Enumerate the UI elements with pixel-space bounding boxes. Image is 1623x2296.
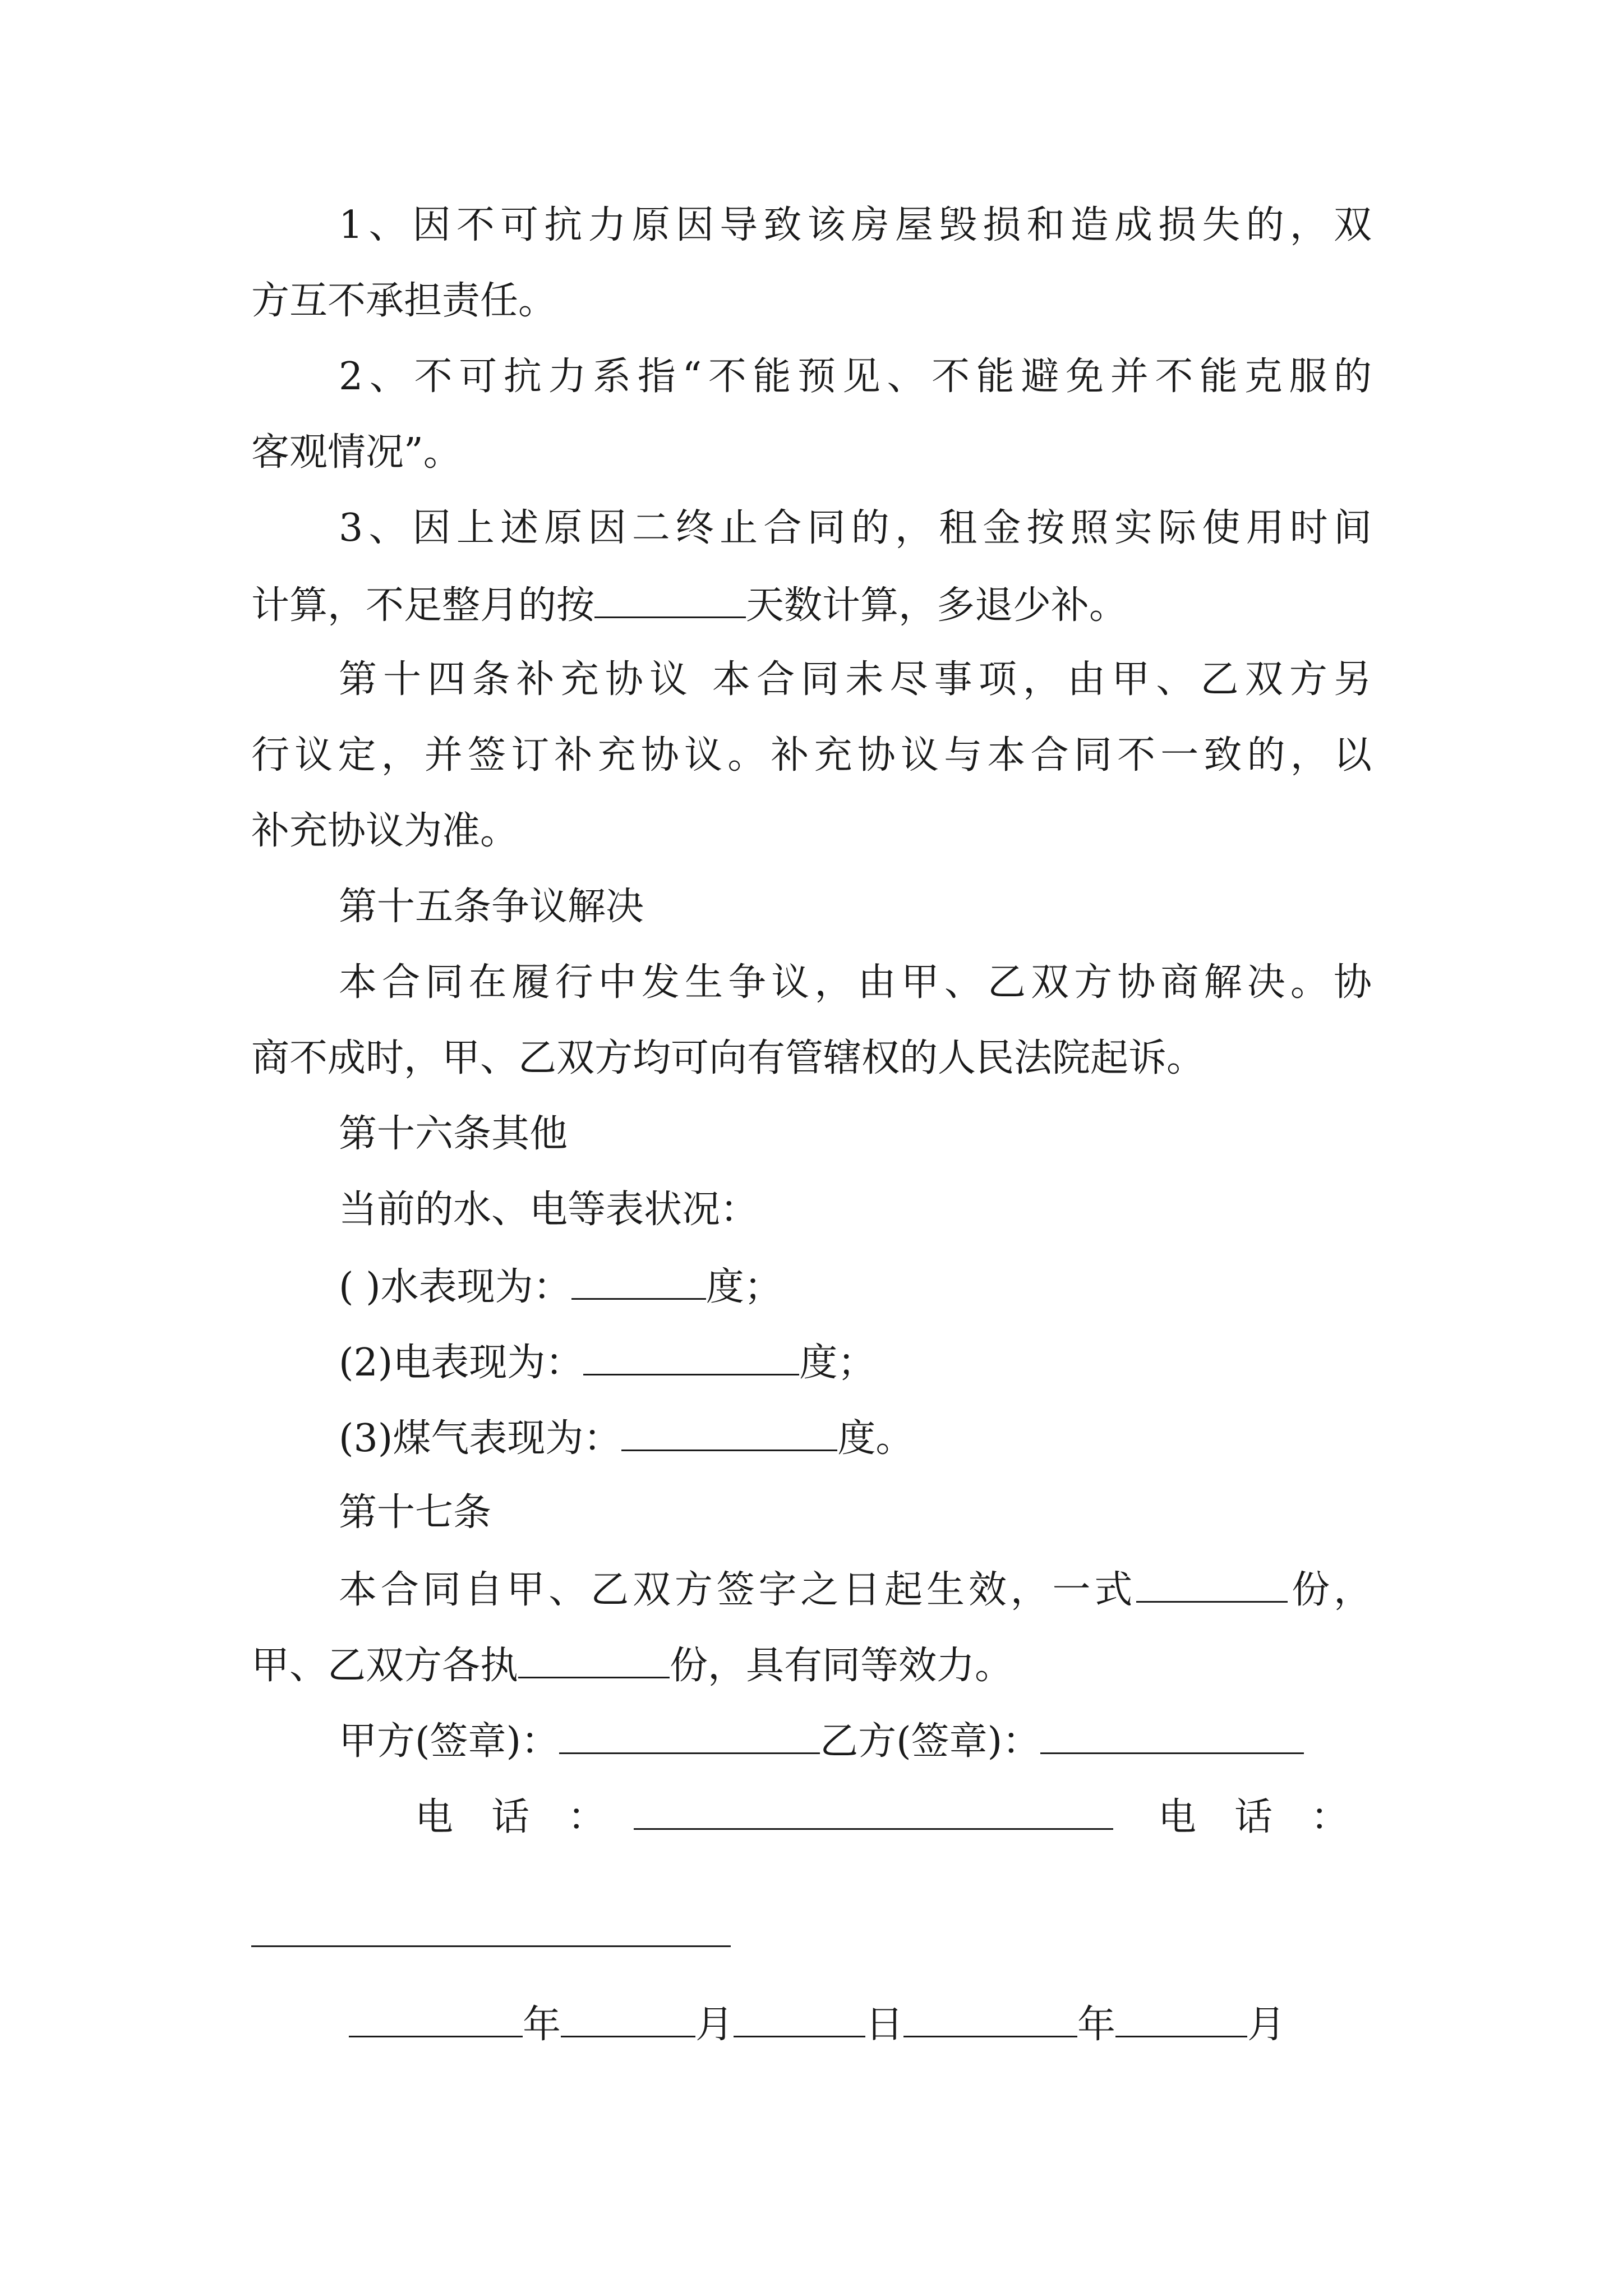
article-15-body-cont: 商不成时，甲、乙双方均可向有管辖权的人民法院起诉。 xyxy=(251,1036,1205,1080)
party-a-signature-blank xyxy=(559,1718,820,1754)
party-a-phone-blank xyxy=(634,1793,1113,1830)
clause-force-majeure-3-cont xyxy=(0,582,1623,627)
copies-unit: 份， xyxy=(1288,1568,1372,1612)
electric-meter-line xyxy=(0,1339,1623,1384)
party-a-signature-label: 甲方(签章)： xyxy=(339,1719,560,1764)
electric-meter-unit: 度； xyxy=(799,1341,876,1385)
rent-calc-text: 计算，不足整月的按 xyxy=(251,583,595,628)
electric-meter-blank xyxy=(583,1339,799,1375)
year-label-a: 年 xyxy=(523,2003,561,2047)
article-17-heading: 第十七条 xyxy=(339,1490,492,1535)
clause-force-majeure-1: 1、因不可抗力原因导致该房屋毁损和造成损失的，双 xyxy=(339,203,1372,247)
gas-meter-line xyxy=(0,1415,1623,1460)
copies-blank xyxy=(1136,1566,1288,1603)
party-b-month-blank xyxy=(1115,2001,1247,2037)
month-label-b: 月 xyxy=(1247,2003,1286,2047)
article-17-body xyxy=(0,1566,1623,1611)
copies-text: 本合同自甲、乙双方签字之日起生效，一式 xyxy=(339,1568,1137,1612)
clause-force-majeure-2: 2、不可抗力系指“不能预见、不能避免并不能克服的 xyxy=(339,355,1372,399)
article-16-heading: 第十六条其他 xyxy=(339,1112,568,1156)
party-b-year-blank xyxy=(903,2001,1077,2037)
clause-force-majeure-1-cont: 方互不承担责任。 xyxy=(251,279,557,323)
meter-status-heading: 当前的水、电等表状况： xyxy=(339,1188,759,1232)
each-party-blank xyxy=(518,1642,670,1678)
each-party-text-end: 份，具有同等效力。 xyxy=(670,1644,1013,1688)
gas-meter-unit: 度。 xyxy=(837,1416,914,1461)
party-a-phone-label: 电 话 ： xyxy=(415,1795,606,1839)
electric-meter-label: (2)电表现为： xyxy=(339,1341,584,1385)
party-a-year-blank xyxy=(349,2001,523,2037)
gas-meter-label: (3)煤气表现为： xyxy=(339,1416,622,1461)
party-a-month-blank xyxy=(561,2001,695,2037)
clause-force-majeure-2-cont: 客观情况”。 xyxy=(251,430,462,475)
signature-line xyxy=(0,1718,1623,1763)
clause-force-majeure-3: 3、因上述原因二终止合同的，租金按照实际使用时间 xyxy=(339,506,1372,550)
party-b-signature-blank xyxy=(1040,1718,1304,1754)
phone-line xyxy=(0,1793,1623,1838)
party-a-day-blank xyxy=(734,2001,865,2037)
article-15-heading: 第十五条争议解决 xyxy=(339,885,644,929)
article-14-cont: 行议定，并签订补充协议。补充协议与本合同不一致的，以 xyxy=(251,733,1372,777)
article-14-cont-2: 补充协议为准。 xyxy=(251,809,519,853)
days-blank xyxy=(594,582,746,618)
date-line xyxy=(0,2001,1623,2046)
water-meter-blank xyxy=(571,1263,706,1300)
rent-calc-text-end: 天数计算，多退少补。 xyxy=(746,583,1128,628)
party-b-phone-blank xyxy=(251,1945,731,1947)
article-15-body: 本合同在履行中发生争议，由甲、乙双方协商解决。协 xyxy=(339,960,1372,1005)
article-14: 第十四条补充协议 本合同未尽事项，由甲、乙双方另 xyxy=(339,657,1372,702)
water-meter-line xyxy=(0,1263,1623,1308)
article-17-body-cont xyxy=(0,1642,1623,1687)
day-label-a: 日 xyxy=(865,2003,904,2047)
each-party-text: 甲、乙双方各执 xyxy=(251,1644,519,1688)
gas-meter-blank xyxy=(621,1415,837,1451)
party-b-phone-label: 电 话 ： xyxy=(1158,1795,1349,1839)
month-label-a: 月 xyxy=(695,2003,734,2047)
water-meter-unit: 度； xyxy=(706,1265,782,1309)
year-label-b: 年 xyxy=(1077,2003,1116,2047)
party-b-signature-label: 乙方(签章)： xyxy=(820,1719,1041,1764)
water-meter-label: ( )水表现为： xyxy=(339,1265,571,1309)
